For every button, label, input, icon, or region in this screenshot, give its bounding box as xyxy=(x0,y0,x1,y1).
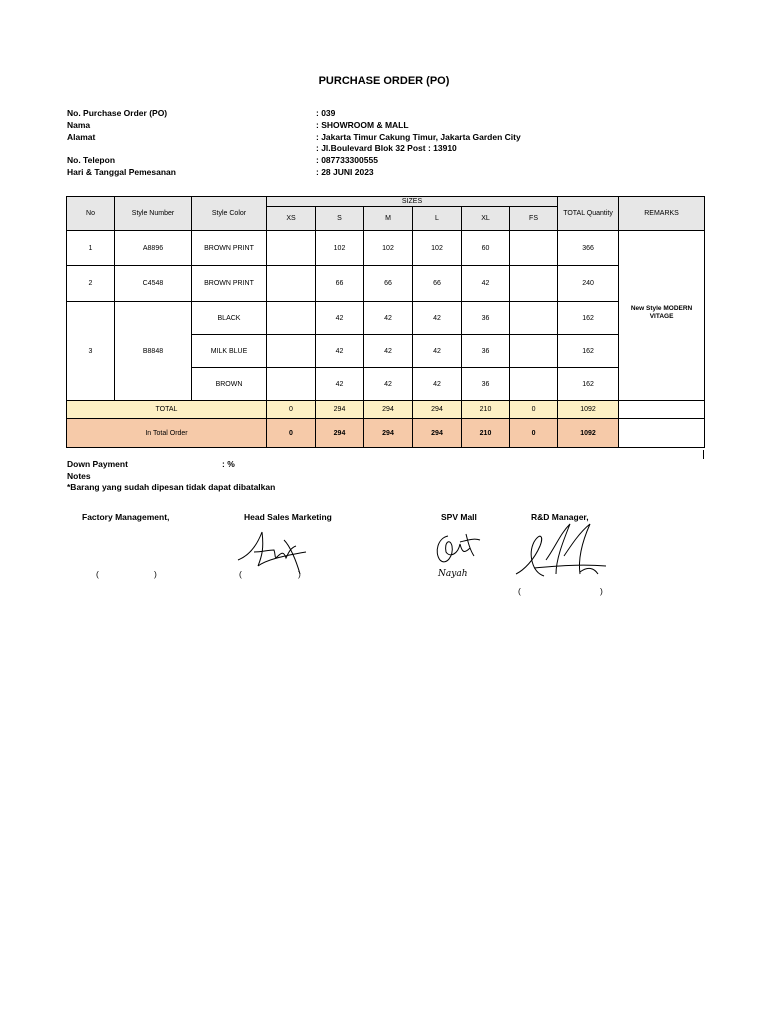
cell-total: 366 xyxy=(558,231,619,266)
in-total-m: 294 xyxy=(364,419,413,448)
cell-style-number: A8896 xyxy=(115,231,192,266)
info-label: Nama xyxy=(67,119,91,130)
info-label xyxy=(67,143,316,155)
header-size: M xyxy=(364,207,413,231)
order-info xyxy=(67,108,627,179)
in-total-quantity: 1092 xyxy=(558,419,619,448)
cell-fs xyxy=(510,335,558,368)
spv-name: Nayah xyxy=(438,569,468,579)
cell-s: 42 xyxy=(316,302,364,335)
signature-paren-close: ) xyxy=(298,569,301,579)
cell-xl: 36 xyxy=(462,302,510,335)
in-total-label: In Total Order xyxy=(67,419,267,448)
header-remarks: REMARKS xyxy=(619,197,705,231)
cell-m: 42 xyxy=(364,368,413,401)
cell-l: 102 xyxy=(413,231,462,266)
down-payment-label: Down Payment xyxy=(67,459,128,469)
cell-m: 42 xyxy=(364,335,413,368)
table-header-row xyxy=(67,197,705,207)
info-label: No. Purchase Order (PO) xyxy=(67,108,168,118)
info-value: : 28 JUNI 2023 xyxy=(316,166,374,177)
total-quantity: 1092 xyxy=(558,401,619,419)
table-row xyxy=(67,266,705,302)
header-size: XL xyxy=(462,207,510,231)
info-row xyxy=(67,120,627,132)
cell-m: 66 xyxy=(364,266,413,302)
signature-title-head-sales: Head Sales Marketing xyxy=(244,512,332,522)
cell-total: 240 xyxy=(558,266,619,302)
cell-style-color: BLACK xyxy=(192,302,267,335)
total-l: 294 xyxy=(413,401,462,419)
total-label: TOTAL xyxy=(67,401,267,419)
header-size: L xyxy=(413,207,462,231)
cell-xl: 42 xyxy=(462,266,510,302)
header-total-quantity: TOTAL Quantity xyxy=(558,197,619,231)
total-m: 294 xyxy=(364,401,413,419)
cell-fs xyxy=(510,368,558,401)
signature-title-factory: Factory Management, xyxy=(82,512,170,522)
down-payment-value: : % xyxy=(222,459,235,469)
cell-xl: 36 xyxy=(462,368,510,401)
cell-s: 102 xyxy=(316,231,364,266)
cell-style-number: C4548 xyxy=(115,266,192,302)
info-value: : 039 xyxy=(316,108,336,118)
header-sizes: SIZES xyxy=(267,197,558,207)
cell-style-color: BROWN PRINT xyxy=(192,266,267,302)
in-total-xl: 210 xyxy=(462,419,510,448)
notes-label: Notes xyxy=(67,470,91,481)
cell-no: 2 xyxy=(67,266,115,302)
info-label: No. Telepon xyxy=(67,155,116,166)
info-value: : Jakarta Timur Cakung Timur, Jakarta Garden City xyxy=(316,131,521,142)
cell-l: 66 xyxy=(413,266,462,302)
cell-total: 162 xyxy=(558,368,619,401)
header-style-color: Style Color xyxy=(192,197,267,231)
total-xl: 210 xyxy=(462,401,510,419)
info-row xyxy=(67,167,627,179)
cell-l: 42 xyxy=(413,368,462,401)
info-row xyxy=(67,108,627,120)
cell-fs xyxy=(510,302,558,335)
down-payment xyxy=(67,459,275,471)
cell-style-color: BROWN PRINT xyxy=(192,231,267,266)
info-value: : SHOWROOM & MALL xyxy=(316,119,409,130)
cell-xs xyxy=(267,335,316,368)
remark-text: New Style MODERN VITAGE xyxy=(630,305,693,320)
cell-no: 3 xyxy=(67,302,115,401)
header-style-number: Style Number xyxy=(115,197,192,231)
total-xs: 0 xyxy=(267,401,316,419)
header-no: No xyxy=(67,197,115,231)
signature-paren-open: ( xyxy=(239,569,242,579)
cell-l: 42 xyxy=(413,302,462,335)
signature-paren-open: ( xyxy=(518,586,521,596)
cell-s: 66 xyxy=(316,266,364,302)
cell-style-number: B8848 xyxy=(115,302,192,401)
head-sales-signature xyxy=(236,526,316,586)
info-value: : 087733300555 xyxy=(316,155,378,166)
cell-m: 42 xyxy=(364,302,413,335)
in-total-l: 294 xyxy=(413,419,462,448)
cell-fs xyxy=(510,266,558,302)
cell-total: 162 xyxy=(558,335,619,368)
spv-mall-signature xyxy=(430,524,490,580)
page-title: PURCHASE ORDER (PO) xyxy=(318,75,450,87)
info-label: Hari & Tanggal Pemesanan xyxy=(67,166,176,177)
signature-title-rnd: R&D Manager, xyxy=(531,512,589,522)
total-remarks-empty xyxy=(619,401,705,419)
signature-title-spv-mall: SPV Mall xyxy=(441,512,477,522)
cell-xs xyxy=(267,266,316,302)
cell-style-color: BROWN xyxy=(192,368,267,401)
in-total-row xyxy=(67,419,705,448)
cell-s: 42 xyxy=(316,335,364,368)
header-size: XS xyxy=(267,207,316,231)
in-total-xs: 0 xyxy=(267,419,316,448)
in-total-fs: 0 xyxy=(510,419,558,448)
signature-paren-open: ( xyxy=(96,569,99,579)
table-edge-line xyxy=(703,450,704,459)
signature-paren-close: ) xyxy=(154,569,157,579)
header-size: S xyxy=(316,207,364,231)
signature-paren-close: ) xyxy=(600,586,603,596)
info-label: Alamat xyxy=(67,131,96,142)
cell-style-color: MILK BLUE xyxy=(192,335,267,368)
rnd-signature xyxy=(510,520,614,592)
disclaimer: *Barang yang sudah dipesan tidak dapat dibatalkan xyxy=(67,482,276,492)
notes-section xyxy=(67,459,275,494)
cell-remarks xyxy=(619,231,705,401)
total-s: 294 xyxy=(316,401,364,419)
in-total-remarks-empty xyxy=(619,419,705,448)
cell-l: 42 xyxy=(413,335,462,368)
info-row xyxy=(67,155,627,167)
in-total-s: 294 xyxy=(316,419,364,448)
cell-fs xyxy=(510,231,558,266)
total-row xyxy=(67,401,705,419)
info-row xyxy=(67,143,627,155)
cell-xl: 60 xyxy=(462,231,510,266)
cell-xs xyxy=(267,231,316,266)
table-row xyxy=(67,231,705,266)
cell-m: 102 xyxy=(364,231,413,266)
cell-s: 42 xyxy=(316,368,364,401)
cell-xs xyxy=(267,368,316,401)
total-fs: 0 xyxy=(510,401,558,419)
order-table xyxy=(66,196,705,448)
cell-no: 1 xyxy=(67,231,115,266)
cell-xl: 36 xyxy=(462,335,510,368)
table-row xyxy=(67,302,705,335)
info-row xyxy=(67,132,627,144)
cell-total: 162 xyxy=(558,302,619,335)
header-size: FS xyxy=(510,207,558,231)
info-value: : Jl.Boulevard Blok 32 Post : 13910 xyxy=(316,143,457,154)
cell-xs xyxy=(267,302,316,335)
